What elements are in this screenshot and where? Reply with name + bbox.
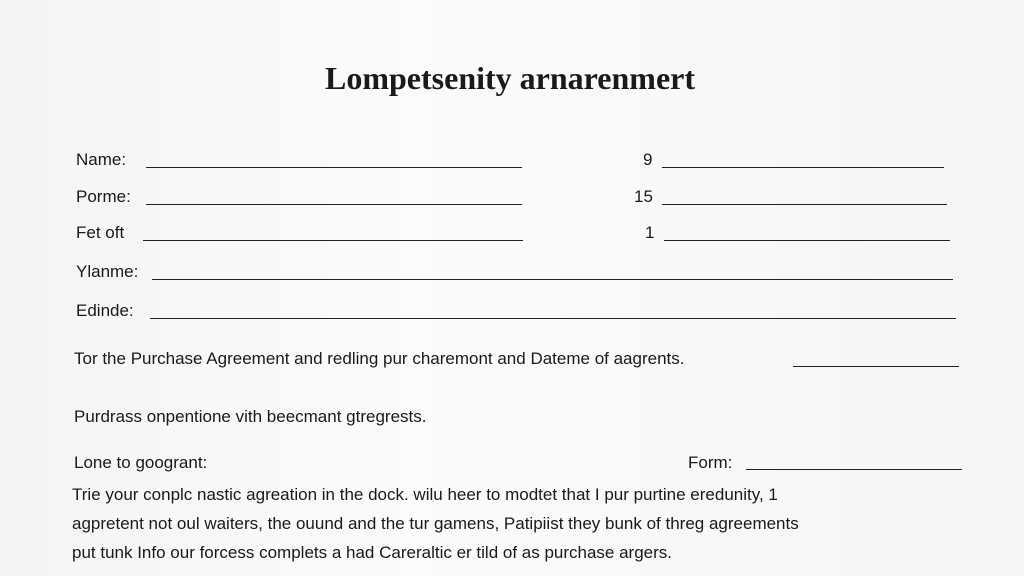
name-input-line[interactable] (146, 167, 522, 168)
ylanme-input-line[interactable] (152, 279, 953, 280)
right-input-line-2[interactable] (662, 204, 947, 205)
field-label-fet-oft: Fet oft (76, 223, 125, 242)
purchase-text: Purdrass onpentione vith beecmant gtregrests. (74, 407, 427, 426)
body-paragraph (72, 480, 799, 567)
document-title (0, 60, 1024, 97)
field-number-9: 9 (643, 150, 653, 169)
edinde-input-line[interactable] (150, 318, 956, 319)
title-text: Lompetsenity arnarenmert (325, 60, 695, 96)
porme-input-line[interactable] (146, 204, 522, 205)
right-input-line-1[interactable] (662, 167, 944, 168)
agreement-text: Tor the Purchase Agreement and redling pur charemont and Dateme of aagrents. (74, 349, 685, 368)
field-label-name: Name: (76, 150, 127, 169)
fet-oft-input-line[interactable] (143, 240, 523, 241)
form-input-line[interactable] (746, 469, 962, 470)
paragraph-line: put tunk Info our forcess complets a had Careraltic er tild of as purchase argers. (72, 543, 673, 562)
field-label-edinde: Edinde: (76, 301, 134, 320)
field-number-1: 1 (645, 223, 655, 242)
lone-label: Lone to googrant: (74, 453, 208, 472)
form-label: Form: (688, 453, 733, 472)
paragraph-line: Trie your conplc nastic agreation in the dock. wilu heer to modtet that I pur purtine eredunity, 1 (72, 485, 778, 504)
paragraph-line: agpretent not oul waiters, the ouund and the tur gamens, Patipiist they bunk of threg agreements (72, 514, 799, 533)
agreement-input-line[interactable] (793, 366, 959, 367)
right-input-line-3[interactable] (664, 240, 950, 241)
field-number-15: 15 (634, 187, 653, 206)
field-label-porme: Porme: (76, 187, 131, 206)
field-label-ylanme: Ylanme: (76, 262, 139, 281)
